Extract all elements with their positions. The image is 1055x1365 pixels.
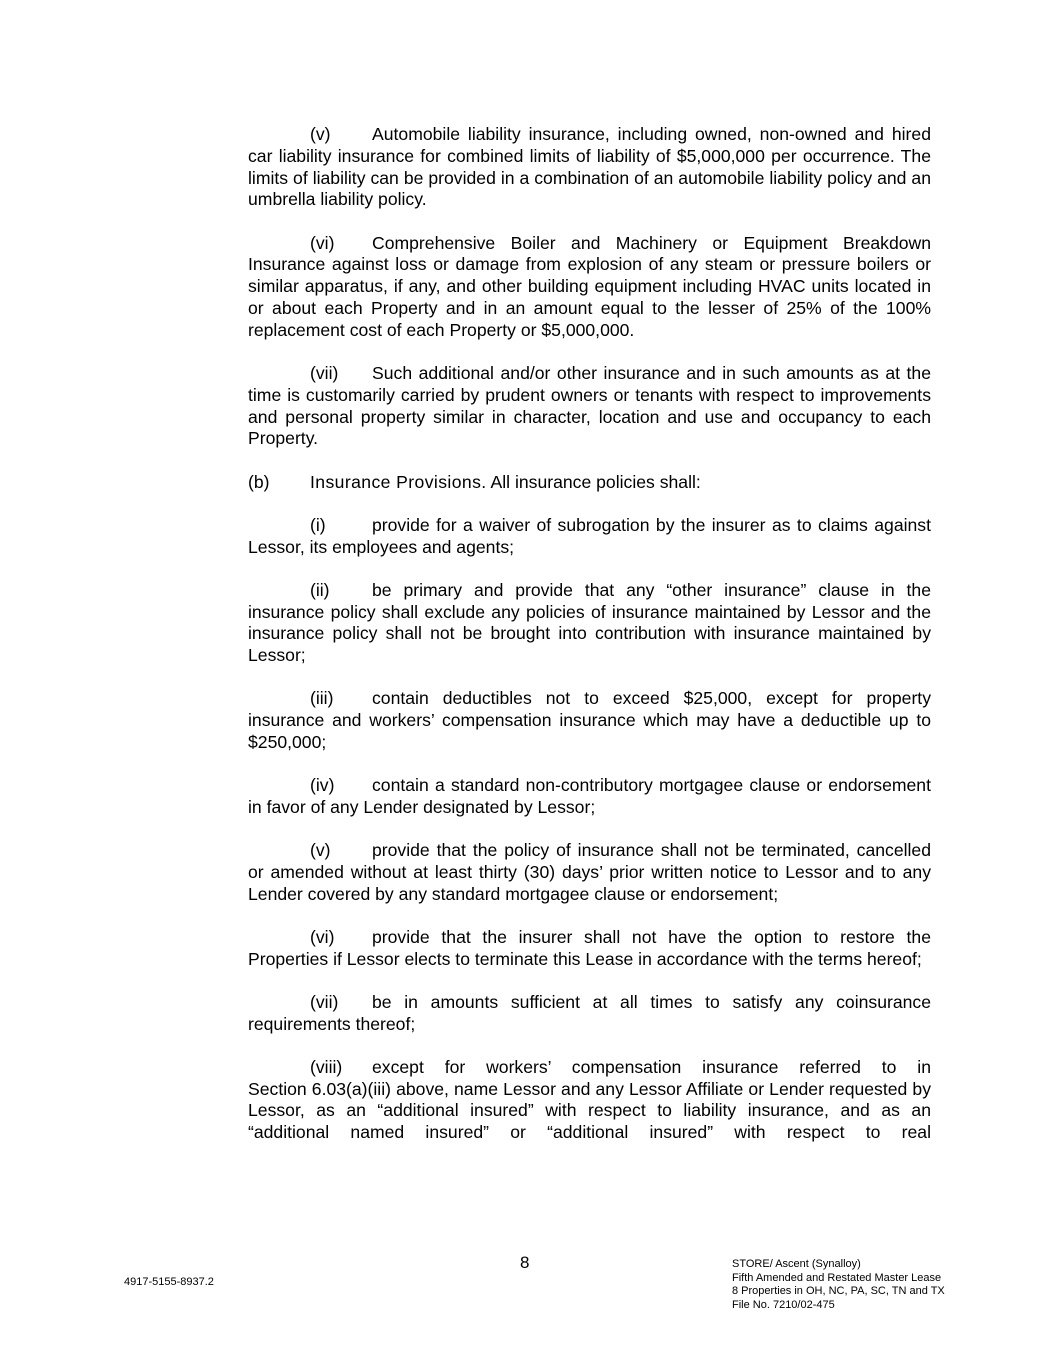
item-number: (vi) bbox=[310, 232, 335, 253]
item-text: provide for a waiver of subrogation by the insurer as to claims against Lessor, its employees and agents; bbox=[248, 514, 931, 557]
footer-line-title: Fifth Amended and Restated Master Lease bbox=[732, 1271, 942, 1284]
item-text: Such additional and/or other insurance and in such amounts as at the time is customarily carried by prudent owners or tenants with respect to improvements and personal property similar in character, location and use and occupancy to each Property. bbox=[248, 362, 931, 449]
footer-line-file-no: File No. 7210/02-475 bbox=[732, 1298, 835, 1311]
document-body bbox=[248, 124, 931, 1165]
item-number: (viii) bbox=[310, 1056, 343, 1077]
section-number: (b) bbox=[248, 471, 270, 492]
section-b-heading bbox=[248, 472, 931, 494]
item-text: contain deductibles not to exceed $25,000, except for property insurance and workers’ compensation insurance which may have a deductible up to $250,000; bbox=[248, 688, 931, 752]
provision-ii bbox=[248, 580, 931, 667]
item-text: provide that the policy of insurance shall not be terminated, cancelled or amended without at least thirty (30) days’ prior written notice to Lessor and to any Lender covered by any standard mortgagee clause or endorsement; bbox=[248, 840, 931, 904]
item-number: (vi) bbox=[310, 926, 335, 947]
provision-iii bbox=[248, 688, 931, 753]
footer-line-parties: STORE/ Ascent (Synalloy) bbox=[732, 1258, 861, 1270]
item-text: contain a standard non-contributory mortgagee clause or endorsement in favor of any Lender designated by Lessor; bbox=[248, 775, 931, 817]
footer-document-info bbox=[732, 1258, 945, 1312]
provision-viii bbox=[248, 1057, 931, 1144]
item-number: (iv) bbox=[310, 775, 335, 796]
provision-v bbox=[248, 840, 931, 905]
paragraph-vi bbox=[248, 233, 931, 342]
item-number: (vii) bbox=[310, 991, 339, 1012]
provision-vii bbox=[248, 992, 931, 1036]
item-number: (i) bbox=[310, 514, 326, 535]
page-number: 8 bbox=[520, 1253, 530, 1272]
item-text: be primary and provide that any “other insurance” clause in the insurance policy shall exclude any policies of insurance maintained by Lessor and the insurance policy shall not be brought into contribution with insurance maintained by Lessor; bbox=[248, 579, 931, 666]
paragraph-v bbox=[248, 124, 931, 211]
provision-iv bbox=[248, 775, 931, 819]
item-number: (v) bbox=[310, 840, 331, 861]
item-text: provide that the insurer shall not have the option to restore the Properties if Lessor elects to terminate this Lease in accordance with the terms hereof; bbox=[248, 926, 931, 969]
section-lead: All insurance policies shall: bbox=[486, 471, 701, 492]
footer-line-properties: 8 Properties in OH, NC, PA, SC, TN and TX bbox=[732, 1285, 945, 1297]
section-title: Insurance Provisions. bbox=[310, 471, 487, 492]
item-text: be in amounts sufficient at all times to satisfy any coinsurance requirements thereof; bbox=[248, 991, 931, 1034]
item-number: (vii) bbox=[310, 362, 339, 383]
provision-i bbox=[248, 515, 931, 559]
document-id: 4917-5155-8937.2 bbox=[124, 1276, 214, 1288]
provision-vi bbox=[248, 927, 931, 971]
item-number: (iii) bbox=[310, 688, 334, 709]
item-number: (v) bbox=[310, 124, 331, 144]
item-text: Automobile liability insurance, including owned, non-owned and hired car liability insurance for combined limits of liability of $5,000,000 per occurrence. The limits of liability can be provided in a combination of an automobile liability policy and an umbrella liability policy. bbox=[248, 124, 931, 210]
item-number: (ii) bbox=[310, 579, 330, 600]
paragraph-vii bbox=[248, 363, 931, 450]
item-text: Comprehensive Boiler and Machinery or Equipment Breakdown Insurance against loss or damage from explosion of any steam or pressure boilers or similar apparatus, if any, and other building equipment including HVAC units located in or about each Property and in an amount equal to the lesser of 25% of the 100% replacement cost of each Property or $5,000,000. bbox=[248, 232, 931, 340]
item-text: except for workers’ compensation insurance referred to in Section 6.03(a)(iii) above, name Lessor and any Lessor Affiliate or Lender requested by Lessor, as an “additional insured” with respect to liability insurance, and as an “additional named insured” or “additional insured” with respect to real bbox=[248, 1056, 931, 1143]
